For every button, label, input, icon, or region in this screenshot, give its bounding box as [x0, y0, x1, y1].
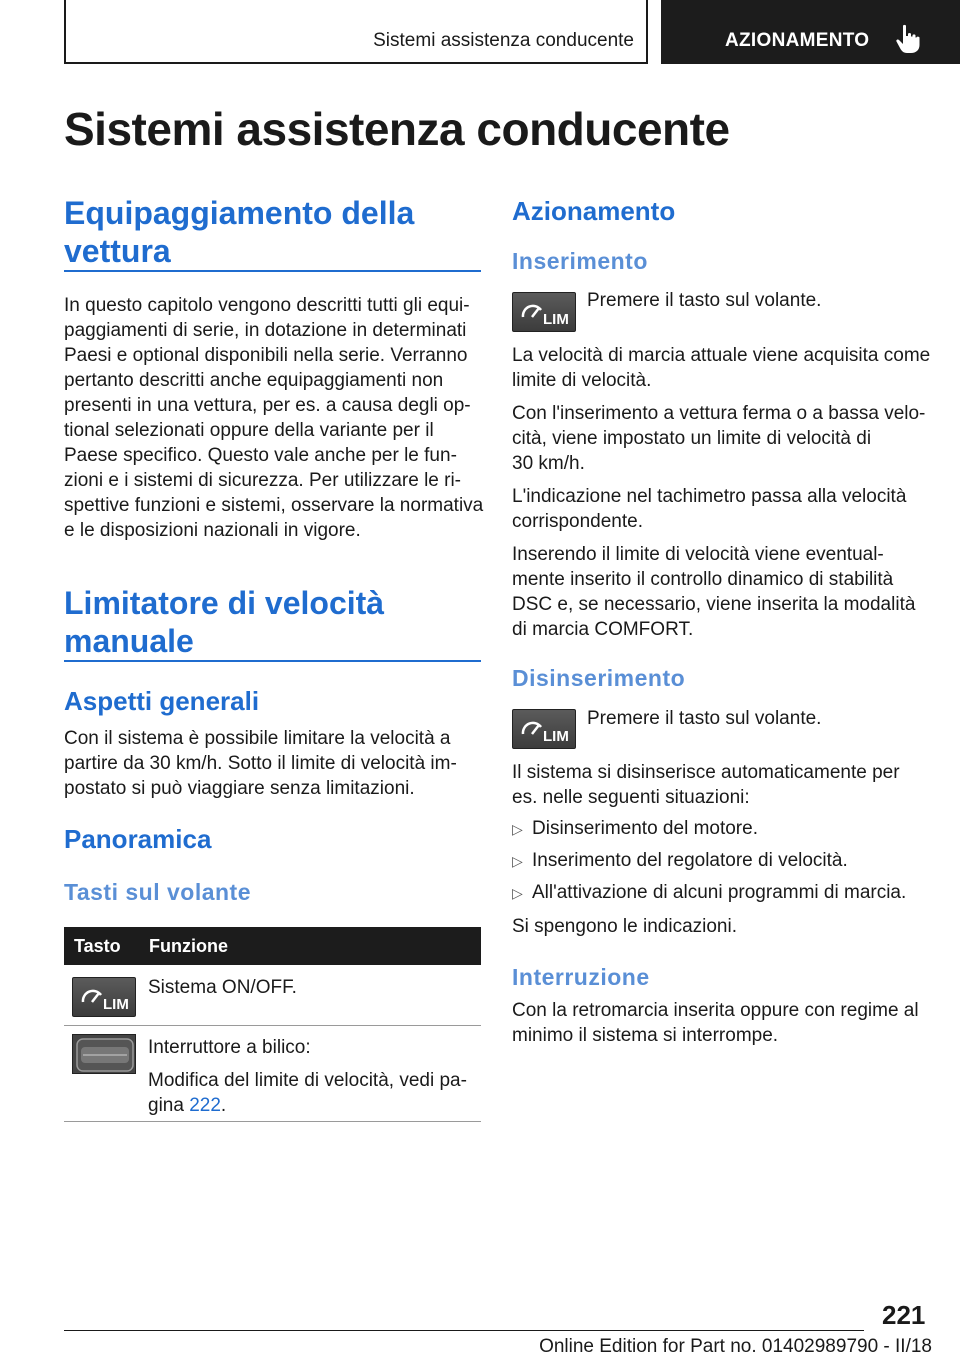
text-line: presenti in una vettura, per es. a causa degli op- — [64, 395, 471, 416]
text-line: In questo capitolo vengono descritti tutti gli equi- — [64, 295, 470, 316]
speed-limiter-heading-rule — [64, 660, 481, 662]
general-aspects-heading: Aspetti generali — [64, 686, 260, 716]
svg-text:LIM: LIM — [543, 728, 569, 745]
text-line: postato si può viaggiare senza limitazioni. — [64, 778, 415, 799]
text-line: tional selezionati oppure della variante per il — [64, 420, 434, 441]
header-section-title: Sistemi assistenza conducente — [373, 30, 634, 51]
table-row-divider — [64, 1025, 481, 1026]
bullet-text: Disinserimento del motore. — [532, 818, 758, 839]
text-line: partire da 30 km/h. Sotto il limite di velocità im- — [64, 753, 457, 774]
deactivation-press-text: Premere il tasto sul volante. — [587, 708, 822, 729]
interruption-paragraph — [512, 998, 942, 1048]
lim-gauge-icon — [73, 978, 137, 1018]
speed-limiter-heading-line2: manuale — [64, 623, 194, 659]
text-line: Inserendo il limite di velocità viene eventual- — [512, 544, 884, 565]
speed-limiter-heading — [64, 584, 384, 660]
equipment-heading — [64, 194, 414, 270]
text-line: DSC e, se necessario, viene inserita la modalità — [512, 594, 916, 615]
equipment-heading-line1: Equipaggiamento della — [64, 195, 415, 231]
overview-heading: Panoramica — [64, 824, 212, 854]
text-line: Paese specifico. Questo vale anche per le fun- — [64, 445, 457, 466]
text-line: Interruttore a bilico: — [148, 1037, 311, 1058]
text-line: limite di velocità. — [512, 370, 652, 391]
rocker-switch-icon — [73, 1035, 137, 1075]
column-header-function: Funzione — [149, 936, 228, 956]
footer-edition-text: Online Edition for Part no. 01402989790 - II/18 — [539, 1336, 932, 1357]
text-fragment: . — [220, 1095, 227, 1116]
header-section-box — [64, 0, 648, 64]
bullet-item — [512, 850, 848, 872]
bullet-item — [512, 882, 906, 904]
text-line: spettive funzioni e sistemi, osservare la normativa — [64, 495, 484, 516]
svg-text:LIM: LIM — [103, 996, 129, 1013]
text-line: e le disposizioni nazionali in vigore. — [64, 520, 361, 541]
activation-press-text: Premere il tasto sul volante. — [587, 290, 822, 311]
equipment-paragraph — [64, 293, 484, 543]
text-line: Con il sistema è possibile limitare la velocità a — [64, 728, 451, 749]
text-line: Con la retromarcia inserita oppure con regime al — [512, 1000, 919, 1021]
interruption-heading: Interruzione — [512, 964, 650, 990]
activation-heading: Inserimento — [512, 248, 648, 274]
bullet-text: All'attivazione di alcuni programmi di marcia. — [532, 882, 907, 903]
lim-gauge-icon — [513, 710, 577, 750]
deactivation-paragraph — [512, 760, 942, 810]
footer-rule — [64, 1330, 864, 1331]
equipment-heading-line2: vettura — [64, 233, 171, 269]
buttons-table-header — [64, 927, 481, 965]
indications-off-text: Si spengono le indicazioni. — [512, 916, 737, 937]
text-line: paggiamenti di serie, in dotazione in determinati — [64, 320, 467, 341]
general-aspects-paragraph — [64, 726, 484, 801]
triangle-bullet-icon: ▷ — [512, 885, 523, 901]
text-line: di marcia COMFORT. — [512, 619, 694, 640]
text-line: pertanto descritti anche equipaggiamenti non — [64, 370, 444, 391]
text-line: Con l'inserimento a vettura ferma o a bassa velo- — [512, 403, 926, 424]
column-header-button: Tasto — [74, 936, 121, 956]
lim-button-image — [512, 709, 576, 749]
text-line: Il sistema si disinserisce automaticamente per — [512, 762, 900, 783]
text-line: mente inserito il controllo dinamico di stabilità — [512, 569, 894, 590]
deactivation-heading: Disinserimento — [512, 665, 686, 691]
text-line: 30 km/h. — [512, 453, 585, 474]
text-line: Modifica del limite di velocità, vedi pa- — [148, 1070, 467, 1091]
bullet-text: Inserimento del regolatore di velocità. — [532, 850, 848, 871]
steering-buttons-heading: Tasti sul volante — [64, 879, 252, 905]
lim-gauge-icon — [513, 293, 577, 333]
text-line: corrispondente. — [512, 511, 643, 532]
text-line: La velocità di marcia attuale viene acquisita come — [512, 345, 931, 366]
text-line: L'indicazione nel tachimetro passa alla velocità — [512, 486, 907, 507]
page-title: Sistemi assistenza conducente — [64, 103, 730, 155]
svg-text:LIM: LIM — [543, 311, 569, 328]
speed-limiter-heading-line1: Limitatore di velocità — [64, 585, 385, 621]
text-line: cità, viene impostato un limite di velocità di — [512, 428, 872, 449]
text-line: minimo il sistema si interrompe. — [512, 1025, 779, 1046]
page-link[interactable]: 222 — [189, 1095, 221, 1116]
lim-button-image — [512, 292, 576, 332]
activation-paragraph — [512, 343, 942, 642]
triangle-bullet-icon: ▷ — [512, 821, 523, 837]
bullet-item — [512, 818, 758, 840]
operation-heading: Azionamento — [512, 196, 676, 226]
page-number: 221 — [882, 1300, 926, 1330]
triangle-bullet-icon: ▷ — [512, 853, 523, 869]
text-line — [148, 1093, 478, 1118]
table-row2-function — [148, 1035, 478, 1118]
text-line: zioni e i sistemi di sicurezza. Per utilizzare le ri- — [64, 470, 462, 491]
table-row1-function: Sistema ON/OFF. — [148, 977, 297, 998]
text-fragment: gina — [148, 1095, 190, 1116]
table-bottom-rule — [64, 1121, 481, 1122]
header-chapter-box — [661, 0, 960, 64]
lim-button-image — [72, 977, 136, 1017]
header-chapter-title: AZIONAMENTO — [725, 30, 870, 51]
text-line: Paesi e optional disponibili nella serie. Verranno — [64, 345, 468, 366]
equipment-heading-rule — [64, 270, 481, 272]
text-line: es. nelle seguenti situazioni: — [512, 787, 750, 808]
pointing-hand-icon — [895, 24, 921, 54]
rocker-switch-image — [72, 1034, 136, 1074]
